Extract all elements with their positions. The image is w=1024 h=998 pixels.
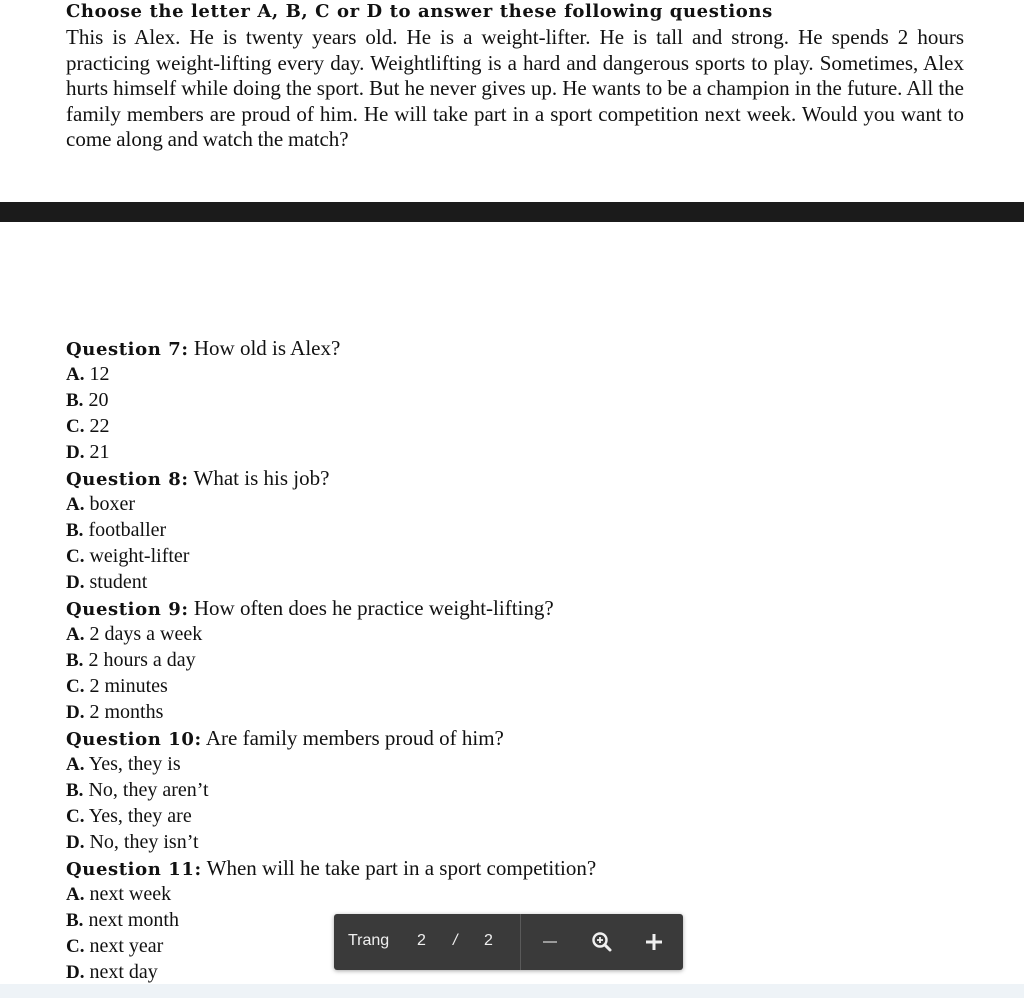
question-stem xyxy=(66,335,766,361)
option-letter: D. xyxy=(66,832,85,853)
option-b xyxy=(66,777,766,803)
option-letter: D. xyxy=(66,442,85,463)
zoom-out-button[interactable] xyxy=(536,928,564,956)
option-text: 22 xyxy=(89,415,110,437)
option-letter: C. xyxy=(66,416,85,437)
option-text: 2 months xyxy=(89,701,164,723)
question-stem xyxy=(66,465,766,491)
option-text: boxer xyxy=(89,493,136,515)
option-b xyxy=(66,387,766,413)
option-letter: B. xyxy=(66,520,84,541)
zoom-in-button[interactable] xyxy=(640,928,668,956)
option-text: No, they aren’t xyxy=(88,779,209,801)
option-text: No, they isn’t xyxy=(89,831,199,853)
question-label: Question 11: xyxy=(66,859,202,880)
option-text: weight-lifter xyxy=(89,545,190,567)
option-text: next year xyxy=(89,935,164,957)
option-text: 2 days a week xyxy=(89,623,203,645)
question-8 xyxy=(66,465,766,595)
zoom-button[interactable] xyxy=(588,928,616,956)
option-text: Yes, they are xyxy=(88,805,192,827)
option-c xyxy=(66,413,766,439)
option-d xyxy=(66,699,766,725)
page-toolbar xyxy=(334,914,683,970)
option-d xyxy=(66,829,766,855)
question-7 xyxy=(66,335,766,465)
option-letter: A. xyxy=(66,364,85,385)
passage-section xyxy=(66,0,964,153)
option-letter: B. xyxy=(66,780,84,801)
option-a xyxy=(66,491,766,517)
option-letter: D. xyxy=(66,962,85,983)
question-label: Question 7: xyxy=(66,339,189,360)
question-text: How old is Alex? xyxy=(193,336,341,360)
option-c xyxy=(66,543,766,569)
option-letter: B. xyxy=(66,910,84,931)
option-letter: A. xyxy=(66,624,85,645)
option-text: Yes, they is xyxy=(88,753,181,775)
option-letter: C. xyxy=(66,936,85,957)
option-text: next day xyxy=(89,961,158,983)
question-text: How often does he practice weight-lifting? xyxy=(193,596,554,620)
page-divider xyxy=(0,202,1024,222)
option-text: 2 hours a day xyxy=(88,649,196,671)
option-letter: A. xyxy=(66,494,85,515)
option-b xyxy=(66,647,766,673)
option-text: next month xyxy=(88,909,179,931)
option-letter: D. xyxy=(66,572,85,593)
page-separator: / xyxy=(453,932,458,949)
question-list xyxy=(66,335,766,985)
option-text: 2 minutes xyxy=(89,675,168,697)
question-stem xyxy=(66,855,766,881)
total-pages: 2 xyxy=(484,932,493,949)
option-d xyxy=(66,439,766,465)
question-10 xyxy=(66,725,766,855)
minus-icon xyxy=(536,928,564,956)
question-text: Are family members proud of him? xyxy=(205,726,504,750)
option-text: 12 xyxy=(89,363,110,385)
option-letter: C. xyxy=(66,806,85,827)
question-label: Question 10: xyxy=(66,729,202,750)
option-a xyxy=(66,881,766,907)
option-text: 21 xyxy=(89,441,110,463)
reading-passage: This is Alex. He is twenty years old. He is a weight-lifter. He is tall and strong. He spends 2 hours practicing weight-lifting every day. Weightlifting is a hard and dangerous sports to play. Sometimes, Alex hurts himself while doing the sport. But he never gives up. He wants to be a champion in the future. All the family members are proud of him. He will take part in a sport competition next week. Would you want to come along and watch the match? xyxy=(66,25,964,151)
option-a xyxy=(66,751,766,777)
option-letter: A. xyxy=(66,884,85,905)
question-label: Question 8: xyxy=(66,469,189,490)
zoom-magnifier-icon xyxy=(588,928,616,956)
question-label: Question 9: xyxy=(66,599,189,620)
option-letter: C. xyxy=(66,676,85,697)
option-letter: B. xyxy=(66,650,84,671)
option-text: next week xyxy=(89,883,172,905)
question-stem xyxy=(66,725,766,751)
page-label: Trang xyxy=(348,932,390,949)
option-c xyxy=(66,673,766,699)
option-a xyxy=(66,621,766,647)
option-letter: D. xyxy=(66,702,85,723)
question-9 xyxy=(66,595,766,725)
option-d xyxy=(66,569,766,595)
option-letter: C. xyxy=(66,546,85,567)
instruction-heading: Choose the letter A, B, C or D to answer these following questions xyxy=(66,1,773,22)
option-text: student xyxy=(89,571,148,593)
toolbar-divider xyxy=(520,914,521,970)
question-stem xyxy=(66,595,766,621)
option-text: footballer xyxy=(88,519,167,541)
plus-icon xyxy=(640,928,668,956)
option-letter: B. xyxy=(66,390,84,411)
option-text: 20 xyxy=(88,389,109,411)
option-b xyxy=(66,517,766,543)
question-text: What is his job? xyxy=(193,466,330,490)
option-c xyxy=(66,803,766,829)
option-letter: A. xyxy=(66,754,85,775)
current-page-number[interactable]: 2 xyxy=(417,932,426,949)
option-a xyxy=(66,361,766,387)
viewer-bottom-strip xyxy=(0,984,1024,998)
question-text: When will he take part in a sport competition? xyxy=(206,856,597,880)
